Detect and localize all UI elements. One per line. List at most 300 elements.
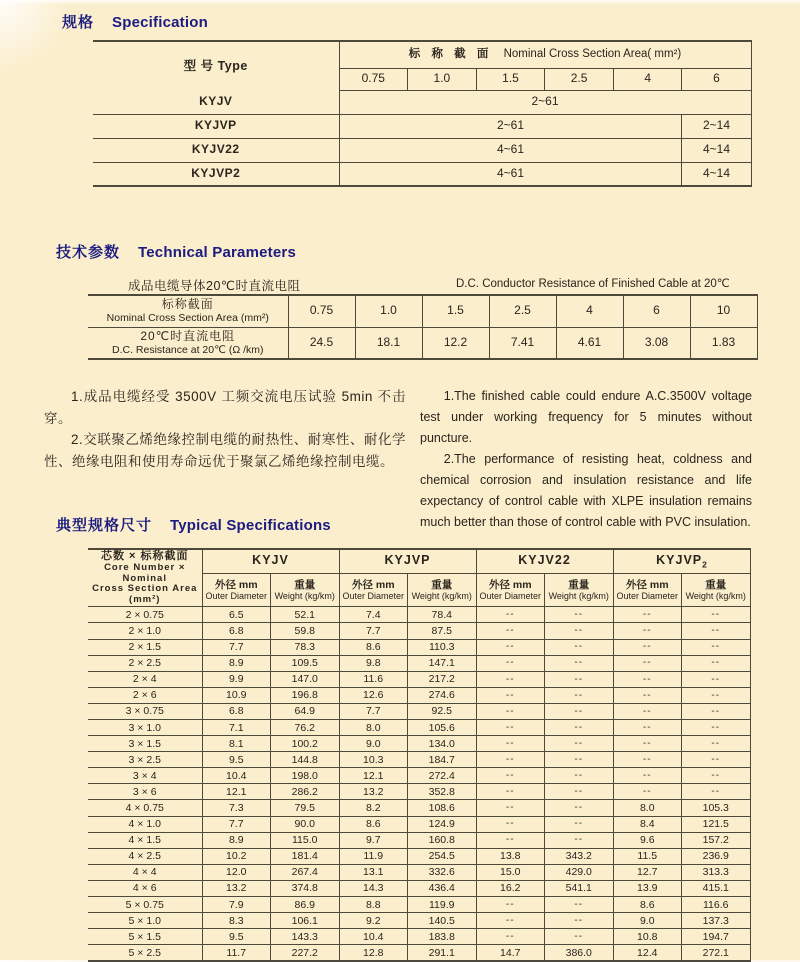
outer-diameter-cell: -- — [613, 687, 682, 703]
weight-cell: 59.8 — [271, 623, 340, 639]
core-size-cell: 5 × 0.75 — [88, 897, 202, 913]
cable-type: KYJVP2 — [93, 162, 339, 186]
outer-diameter-cell: 10.8 — [613, 929, 682, 945]
wt-header — [545, 573, 614, 606]
table-row — [88, 800, 750, 816]
core-size-cell: 4 × 4 — [88, 864, 202, 880]
weight-cell: 254.5 — [408, 848, 477, 864]
weight-cell: 90.0 — [271, 816, 340, 832]
core-size-cell: 3 × 1.5 — [88, 736, 202, 752]
od-header — [202, 573, 271, 606]
outer-diameter-cell: 10.2 — [202, 848, 271, 864]
weight-cell: 274.6 — [408, 687, 477, 703]
table-row — [88, 655, 750, 671]
wt-header-zh: 重量 — [431, 578, 453, 591]
weight-cell: -- — [682, 623, 751, 639]
outer-diameter-cell: 9.0 — [613, 913, 682, 929]
note-en-1: 1.The finished cable could endure A.C.3500V voltage test under working frequency for 5 minutes without puncture. — [420, 389, 752, 445]
group-name: KYJV22 — [518, 552, 571, 567]
tech-col-header: 10 — [690, 295, 757, 327]
section-title-en: Typical Specifications — [170, 517, 331, 534]
tech-params-table — [88, 294, 758, 360]
core-size-cell: 2 × 4 — [88, 671, 202, 687]
weight-cell: -- — [545, 929, 614, 945]
weight-cell: -- — [682, 784, 751, 800]
outer-diameter-cell: 11.6 — [339, 671, 408, 687]
tech-col-header: 0.75 — [288, 295, 355, 327]
table-row — [88, 639, 750, 655]
outer-diameter-cell: -- — [476, 703, 545, 719]
od-header-zh: 外径 mm — [625, 578, 669, 591]
outer-diameter-cell: 8.0 — [339, 719, 408, 735]
wt-header-zh: 重量 — [705, 578, 727, 591]
corner-header — [88, 549, 202, 607]
weight-cell: 119.9 — [408, 897, 477, 913]
table-row — [88, 945, 750, 961]
weight-cell: -- — [545, 897, 614, 913]
outer-diameter-cell: -- — [613, 752, 682, 768]
outer-diameter-cell: 9.9 — [202, 671, 271, 687]
outer-diameter-cell: -- — [613, 719, 682, 735]
outer-diameter-cell: 13.2 — [202, 880, 271, 896]
core-range: 4~61 — [339, 162, 682, 186]
weight-cell: 105.6 — [408, 719, 477, 735]
outer-diameter-cell: -- — [476, 768, 545, 784]
outer-diameter-cell: 13.9 — [613, 880, 682, 896]
weight-cell: 343.2 — [545, 848, 614, 864]
resistance-value: 18.1 — [355, 327, 422, 359]
type-column-header: 型 号 Type — [93, 41, 339, 90]
core-size-cell: 4 × 6 — [88, 880, 202, 896]
resistance-row-header-zh: 20℃时直流电阻 — [140, 328, 236, 343]
outer-diameter-cell: -- — [476, 832, 545, 848]
spec-col-header: 6 — [682, 68, 751, 90]
core-range-last: 2~14 — [682, 114, 751, 138]
table-row — [88, 549, 750, 573]
note-zh-1: 1.成品电缆经受 3500V 工频交流电压试验 5min 不击穿。 — [44, 389, 406, 426]
tech-col-header: 4 — [556, 295, 623, 327]
weight-cell: -- — [682, 687, 751, 703]
table-row — [88, 607, 750, 623]
note-zh-2: 2.交联聚乙烯绝缘控制电缆的耐热性、耐寒性、耐化学性、绝缘电阻和使用寿命远优于聚氯乙烯绝缘控制电缆。 — [44, 432, 406, 469]
core-size-cell: 2 × 1.5 — [88, 639, 202, 655]
wt-header — [271, 573, 340, 606]
weight-cell: 160.8 — [408, 832, 477, 848]
weight-cell: -- — [545, 816, 614, 832]
outer-diameter-cell: -- — [613, 655, 682, 671]
core-range: 4~61 — [339, 138, 682, 162]
outer-diameter-cell: -- — [476, 929, 545, 945]
weight-cell: 291.1 — [408, 945, 477, 961]
outer-diameter-cell: 8.0 — [613, 800, 682, 816]
area-row-header-zh: 标称截面 — [161, 297, 214, 312]
corner-header-en2: Cross Section Area (mm²) — [92, 583, 198, 606]
weight-cell: 352.8 — [408, 784, 477, 800]
outer-diameter-cell: 7.9 — [202, 897, 271, 913]
weight-cell: 116.6 — [682, 897, 751, 913]
wt-header-en: Weight (kg/km) — [685, 591, 746, 601]
table-row — [88, 929, 750, 945]
weight-cell: 110.3 — [408, 639, 477, 655]
outer-diameter-cell: 11.5 — [613, 848, 682, 864]
section-title-en: Specification — [112, 14, 208, 31]
outer-diameter-cell: -- — [476, 784, 545, 800]
core-size-cell: 5 × 1.0 — [88, 913, 202, 929]
area-header-zh: 标 称 截 面 — [408, 48, 493, 61]
weight-cell: -- — [682, 607, 751, 623]
table-row — [88, 295, 757, 327]
outer-diameter-cell: 12.1 — [339, 768, 408, 784]
core-size-cell: 3 × 0.75 — [88, 703, 202, 719]
resistance-value: 24.5 — [288, 327, 355, 359]
outer-diameter-cell: 8.3 — [202, 913, 271, 929]
outer-diameter-cell: -- — [476, 816, 545, 832]
resistance-value: 1.83 — [690, 327, 757, 359]
weight-cell: 52.1 — [271, 607, 340, 623]
section-title-en: Technical Parameters — [138, 244, 296, 261]
weight-cell: 115.0 — [271, 832, 340, 848]
weight-cell: 92.5 — [408, 703, 477, 719]
outer-diameter-cell: 10.9 — [202, 687, 271, 703]
weight-cell: 236.9 — [682, 848, 751, 864]
weight-cell: -- — [682, 736, 751, 752]
weight-cell: -- — [545, 623, 614, 639]
weight-cell: -- — [682, 719, 751, 735]
weight-cell: 86.9 — [271, 897, 340, 913]
outer-diameter-cell: 12.7 — [613, 864, 682, 880]
typical-specs-body — [88, 607, 750, 961]
spec-col-header: 1.0 — [408, 68, 477, 90]
weight-cell: 147.1 — [408, 655, 477, 671]
weight-cell: -- — [545, 800, 614, 816]
outer-diameter-cell: -- — [613, 639, 682, 655]
od-header — [339, 573, 408, 606]
table-row — [93, 138, 751, 162]
weight-cell: -- — [545, 736, 614, 752]
weight-cell: 272.1 — [682, 945, 751, 961]
outer-diameter-cell: -- — [613, 768, 682, 784]
outer-diameter-cell: -- — [476, 897, 545, 913]
table-row — [88, 327, 757, 359]
section-title-specification — [62, 11, 208, 32]
table-row — [88, 671, 750, 687]
outer-diameter-cell: -- — [476, 671, 545, 687]
outer-diameter-cell: 14.7 — [476, 945, 545, 961]
wt-header — [682, 573, 751, 606]
typical-specs-table — [88, 548, 751, 962]
group-name: KYJVP — [384, 552, 431, 567]
core-range: 2~61 — [339, 90, 751, 114]
outer-diameter-cell: 7.7 — [202, 639, 271, 655]
outer-diameter-cell: 10.4 — [202, 768, 271, 784]
weight-cell: -- — [545, 913, 614, 929]
table-row — [88, 768, 750, 784]
table-row — [88, 832, 750, 848]
core-size-cell: 3 × 2.5 — [88, 752, 202, 768]
weight-cell: 79.5 — [271, 800, 340, 816]
weight-cell: 267.4 — [271, 864, 340, 880]
outer-diameter-cell: 8.6 — [339, 639, 408, 655]
core-size-cell: 5 × 2.5 — [88, 945, 202, 961]
outer-diameter-cell: 9.0 — [339, 736, 408, 752]
weight-cell: 374.8 — [271, 880, 340, 896]
outer-diameter-cell: -- — [613, 607, 682, 623]
outer-diameter-cell: 8.1 — [202, 736, 271, 752]
outer-diameter-cell: 13.2 — [339, 784, 408, 800]
outer-diameter-cell: 10.4 — [339, 929, 408, 945]
weight-cell: -- — [545, 607, 614, 623]
weight-cell: 272.4 — [408, 768, 477, 784]
weight-cell: -- — [682, 703, 751, 719]
spec-col-header: 0.75 — [339, 68, 408, 90]
weight-cell: 436.4 — [408, 880, 477, 896]
od-header-zh: 外径 mm — [214, 578, 258, 591]
outer-diameter-cell: 7.7 — [339, 623, 408, 639]
group-name: KYJVP — [656, 552, 703, 567]
weight-cell: 64.9 — [271, 703, 340, 719]
od-header-zh: 外径 mm — [351, 578, 395, 591]
resistance-value: 3.08 — [623, 327, 690, 359]
group-header-kyjvp — [339, 549, 476, 573]
group-sub: 2 — [702, 559, 707, 570]
outer-diameter-cell: -- — [476, 752, 545, 768]
core-size-cell: 3 × 4 — [88, 768, 202, 784]
outer-diameter-cell: 7.1 — [202, 719, 271, 735]
weight-cell: -- — [682, 639, 751, 655]
weight-cell: 134.0 — [408, 736, 477, 752]
area-row-header-en: Nominal Cross Section Area (mm²) — [106, 312, 269, 325]
weight-cell: 429.0 — [545, 864, 614, 880]
table-row — [88, 623, 750, 639]
resistance-value: 7.41 — [489, 327, 556, 359]
weight-cell: -- — [545, 639, 614, 655]
outer-diameter-cell: 9.5 — [202, 752, 271, 768]
outer-diameter-cell: 8.9 — [202, 655, 271, 671]
weight-cell: 332.6 — [408, 864, 477, 880]
area-column-header — [339, 41, 751, 68]
od-header-en: Outer Diameter — [616, 591, 679, 601]
outer-diameter-cell: 9.6 — [613, 832, 682, 848]
corner-header-en1: Core Number × Nominal — [104, 561, 186, 584]
weight-cell: -- — [682, 752, 751, 768]
notes-english — [420, 386, 752, 533]
outer-diameter-cell: -- — [476, 736, 545, 752]
section-title-zh: 规格 — [62, 14, 95, 31]
outer-diameter-cell: 8.6 — [339, 816, 408, 832]
outer-diameter-cell: -- — [476, 800, 545, 816]
tech-col-header: 1.0 — [355, 295, 422, 327]
outer-diameter-cell: -- — [476, 913, 545, 929]
weight-cell: 108.6 — [408, 800, 477, 816]
weight-cell: -- — [682, 768, 751, 784]
table-row — [88, 897, 750, 913]
outer-diameter-cell: 7.7 — [202, 816, 271, 832]
cable-type: KYJV22 — [93, 138, 339, 162]
weight-cell: 181.4 — [271, 848, 340, 864]
weight-cell: 140.5 — [408, 913, 477, 929]
cable-type: KYJV — [93, 90, 339, 114]
table-row — [88, 784, 750, 800]
core-size-cell: 2 × 6 — [88, 687, 202, 703]
outer-diameter-cell: 9.8 — [339, 655, 408, 671]
outer-diameter-cell: 6.5 — [202, 607, 271, 623]
tech-subtitle-en: D.C. Conductor Resistance of Finished Cable at 20℃ — [456, 278, 730, 290]
outer-diameter-cell: 7.4 — [339, 607, 408, 623]
notes-chinese — [44, 386, 406, 472]
core-size-cell: 5 × 1.5 — [88, 929, 202, 945]
outer-diameter-cell: 12.1 — [202, 784, 271, 800]
outer-diameter-cell: 8.4 — [613, 816, 682, 832]
wt-header-zh: 重量 — [294, 578, 316, 591]
outer-diameter-cell: 15.0 — [476, 864, 545, 880]
weight-cell: -- — [545, 832, 614, 848]
weight-cell: 87.5 — [408, 623, 477, 639]
cable-type: KYJVP — [93, 114, 339, 138]
core-size-cell: 4 × 0.75 — [88, 800, 202, 816]
area-header-en: Nominal Cross Section Area( mm²) — [503, 48, 682, 61]
area-row-header — [88, 295, 288, 327]
outer-diameter-cell: 8.8 — [339, 897, 408, 913]
core-size-cell: 4 × 1.5 — [88, 832, 202, 848]
group-name: KYJV — [252, 552, 289, 567]
weight-cell: 227.2 — [271, 945, 340, 961]
weight-cell: 286.2 — [271, 784, 340, 800]
spec-col-header: 2.5 — [545, 68, 614, 90]
outer-diameter-cell: 14.3 — [339, 880, 408, 896]
core-range: 2~61 — [339, 114, 682, 138]
table-row — [88, 719, 750, 735]
table-row — [88, 848, 750, 864]
wt-header-en: Weight (kg/km) — [274, 591, 335, 601]
outer-diameter-cell: 9.7 — [339, 832, 408, 848]
weight-cell: 194.7 — [682, 929, 751, 945]
table-row — [88, 703, 750, 719]
wt-header-zh: 重量 — [568, 578, 590, 591]
table-row — [88, 864, 750, 880]
resistance-row-header — [88, 327, 288, 359]
table-row — [88, 880, 750, 896]
core-size-cell: 4 × 2.5 — [88, 848, 202, 864]
core-size-cell: 2 × 0.75 — [88, 607, 202, 623]
outer-diameter-cell: -- — [476, 639, 545, 655]
outer-diameter-cell: 8.2 — [339, 800, 408, 816]
od-header-en: Outer Diameter — [479, 591, 542, 601]
table-row — [88, 736, 750, 752]
weight-cell: -- — [545, 703, 614, 719]
weight-cell: 105.3 — [682, 800, 751, 816]
table-row — [88, 913, 750, 929]
core-size-cell: 2 × 2.5 — [88, 655, 202, 671]
weight-cell: 109.5 — [271, 655, 340, 671]
core-size-cell: 3 × 1.0 — [88, 719, 202, 735]
od-header-en: Outer Diameter — [205, 591, 268, 601]
weight-cell: 143.3 — [271, 929, 340, 945]
weight-cell: 415.1 — [682, 880, 751, 896]
weight-cell: 157.2 — [682, 832, 751, 848]
table-row — [93, 114, 751, 138]
weight-cell: -- — [545, 655, 614, 671]
weight-cell: -- — [682, 671, 751, 687]
table-row — [93, 90, 751, 114]
spec-col-header: 4 — [613, 68, 682, 90]
outer-diameter-cell: 12.8 — [339, 945, 408, 961]
section-title-zh: 技术参数 — [56, 244, 121, 261]
spec-table — [93, 40, 752, 187]
table-row — [88, 752, 750, 768]
outer-diameter-cell: 11.9 — [339, 848, 408, 864]
weight-cell: 106.1 — [271, 913, 340, 929]
od-header-en: Outer Diameter — [342, 591, 405, 601]
weight-cell: -- — [545, 752, 614, 768]
weight-cell: 183.8 — [408, 929, 477, 945]
od-header-zh: 外径 mm — [488, 578, 532, 591]
weight-cell: -- — [545, 671, 614, 687]
outer-diameter-cell: 12.4 — [613, 945, 682, 961]
weight-cell: 184.7 — [408, 752, 477, 768]
weight-cell: 100.2 — [271, 736, 340, 752]
outer-diameter-cell: 13.1 — [339, 864, 408, 880]
outer-diameter-cell: -- — [476, 687, 545, 703]
weight-cell: -- — [545, 768, 614, 784]
outer-diameter-cell: 7.3 — [202, 800, 271, 816]
outer-diameter-cell: -- — [476, 623, 545, 639]
weight-cell: 76.2 — [271, 719, 340, 735]
weight-cell: -- — [545, 784, 614, 800]
outer-diameter-cell: 12.6 — [339, 687, 408, 703]
core-size-cell: 3 × 6 — [88, 784, 202, 800]
wt-header-en: Weight (kg/km) — [411, 591, 472, 601]
tech-col-header: 1.5 — [422, 295, 489, 327]
outer-diameter-cell: -- — [613, 703, 682, 719]
od-header — [476, 573, 545, 606]
table-row — [88, 816, 750, 832]
od-header — [613, 573, 682, 606]
outer-diameter-cell: -- — [613, 784, 682, 800]
table-row — [93, 41, 751, 68]
outer-diameter-cell: -- — [613, 623, 682, 639]
outer-diameter-cell: -- — [476, 607, 545, 623]
weight-cell: 313.3 — [682, 864, 751, 880]
note-en-2: 2.The performance of resisting heat, coldness and chemical corrosion and insulation resistance and life expectancy of control cable with XLPE insulation remains much better than those of control cable with PVC insulation. — [420, 452, 752, 529]
outer-diameter-cell: 9.2 — [339, 913, 408, 929]
outer-diameter-cell: 8.9 — [202, 832, 271, 848]
core-size-cell: 2 × 1.0 — [88, 623, 202, 639]
weight-cell: 121.5 — [682, 816, 751, 832]
outer-diameter-cell: -- — [476, 719, 545, 735]
table-row — [88, 687, 750, 703]
tech-col-header: 6 — [623, 295, 690, 327]
outer-diameter-cell: 8.6 — [613, 897, 682, 913]
wt-header — [408, 573, 477, 606]
outer-diameter-cell: 12.0 — [202, 864, 271, 880]
wt-header-en: Weight (kg/km) — [548, 591, 609, 601]
outer-diameter-cell: 11.7 — [202, 945, 271, 961]
tech-subtitle-zh: 成品电缆导体20℃时直流电阻 — [128, 279, 301, 293]
weight-cell: -- — [545, 687, 614, 703]
corner-header-zh: 芯数 × 标称截面 — [100, 550, 189, 562]
core-range-last: 4~14 — [682, 162, 751, 186]
resistance-row-header-en: D.C. Resistance at 20℃ (Ω /km) — [111, 343, 264, 356]
outer-diameter-cell: 6.8 — [202, 623, 271, 639]
spec-col-header: 1.5 — [476, 68, 545, 90]
weight-cell: 124.9 — [408, 816, 477, 832]
weight-cell: 217.2 — [408, 671, 477, 687]
section-title-zh: 典型规格尺寸 — [56, 517, 153, 534]
outer-diameter-cell: -- — [613, 671, 682, 687]
outer-diameter-cell: 7.7 — [339, 703, 408, 719]
group-header-kyjv — [202, 549, 339, 573]
weight-cell: 541.1 — [545, 880, 614, 896]
